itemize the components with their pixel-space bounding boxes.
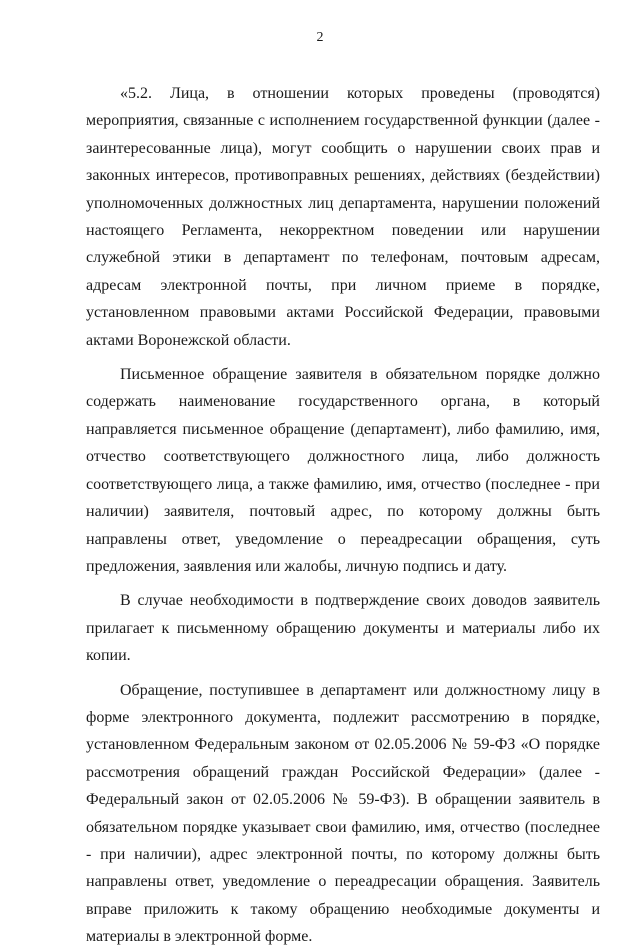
document-body bbox=[86, 80, 600, 951]
page-number: 2 bbox=[316, 30, 324, 45]
paragraph-section-5-2: «5.2. Лица, в отношении которых проведены (проводятся) мероприятия, связанные с исполнением государственной функции (далее - заинтересованные лица), могут сообщить о нарушении своих прав и законных интересов, противоправных решениях, действиях (бездействии) уполномоченных должностных лиц департамента, нарушении положений настоящего Регламента, некорректном поведении или нарушении служебной этики в департамент по телефонам, почтовым адресам, адресам электронной почты, при личном приеме в порядке, установленном правовыми актами Российской Федерации, правовыми актами Воронежской области. bbox=[86, 85, 600, 349]
paragraph-attachments: В случае необходимости в подтверждение своих доводов заявитель прилагает к письменному обращению документы и материалы либо их копии. bbox=[86, 592, 600, 665]
paragraph-electronic-appeal: Обращение, поступившее в департамент или должностному лицу в форме электронного документа, подлежит рассмотрению в порядке, установленном Федеральным законом от 02.05.2006 № 59-ФЗ «О порядке рассмотрения обращений граждан Российской Федерации» (далее - Федеральный закон от 02.05.2006 № 59-ФЗ). В обращении заявитель в обязательном порядке указывает свои фамилию, имя, отчество (последнее - при наличии), адрес электронной почты, по которому должны быть направлены ответ, уведомление о переадресации обращения. Заявитель вправе приложить к такому обращению необходимые документы и материалы в электронной форме. bbox=[86, 681, 600, 946]
paragraph-written-appeal: Письменное обращение заявителя в обязательном порядке должно содержать наименование государственного органа, в который направляется письменное обращение (департамент), либо фамилию, имя, отчество соответствующего должностного лица, либо должность соответствующего лица, а также фамилию, имя, отчество (последнее - при наличии) заявителя, почтовый адрес, по которому должны быть направлены ответ, уведомление о переадресации обращения, суть предложения, заявления или жалобы, личную подпись и дату. bbox=[86, 366, 600, 575]
